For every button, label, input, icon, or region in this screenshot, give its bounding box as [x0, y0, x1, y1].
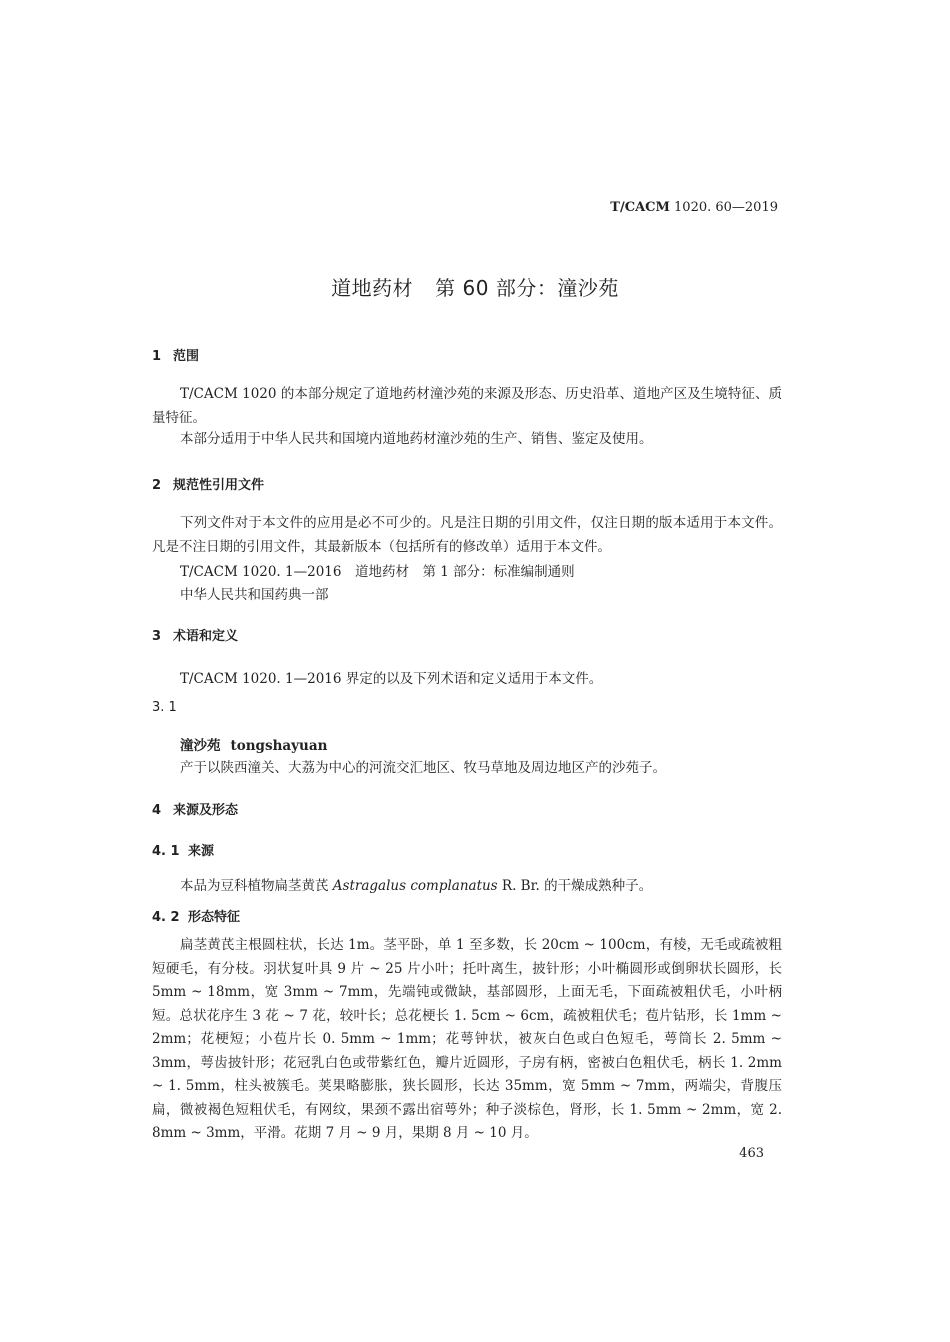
latin-species-name: Astragalus complanatus — [332, 878, 498, 894]
section-1-paragraph-1: T/CACM 1020 的本部分规定了道地药材潼沙苑的来源及形态、历史沿革、道地产区及生境特征、质量特征。 — [152, 386, 782, 426]
subsection-4-2-heading: 4. 2 形态特征 — [152, 910, 241, 925]
normative-reference-2: 中华人民共和国药典一部 — [180, 587, 329, 603]
morphology-paragraph: 扁茎黄芪主根圆柱状，长达 1m。茎平卧，单 1 至多数，长 20cm ~ 100cm，有棱，无毛或疏被粗短硬毛，有分枝。羽状复叶具 9 片 ~ 25 片小叶；托叶离生，披针形；小叶椭圆形或倒卵状长圆形，长 5mm ~ 18mm，宽 3mm ~ 7mm，先端钝或微缺，基部圆形，上面无毛，下面疏被粗伏毛，小叶柄短。总状花序生 3 花 ~ 7 花，较叶长；总花梗长 1. 5cm ~ 6cm，疏被粗伏毛；苞片钻形，长 1mm ~ 2mm；花梗短；小苞片长 0. 5mm ~ 1mm；花萼钟状，被灰白色或白色短毛，萼筒长 2. 5mm ~ 3mm，萼齿披针形；花冠乳白色或带紫红色，瓣片近圆形，子房有柄，密被白色粗伏毛，柄长 1. 2mm ~ 1. 5mm，柱头被簇毛。荚果略膨胀，狭长圆形，长达 35mm，宽 5mm ~ 7mm，两端尖，背腹压扁，微被褐色短粗伏毛，有网纹，果颈不露出宿萼外；种子淡棕色，肾形，长 1. 5mm ~ 2mm，宽 2. 8mm ~ 3mm，平滑。花期 7 月 ~ 9 月，果期 8 月 ~ 10 月。 — [152, 937, 782, 1141]
subsection-3-1-number: 3. 1 — [152, 700, 177, 715]
term-heading — [180, 734, 327, 754]
term-english: tongshayuan — [230, 738, 328, 754]
standard-code-number: 1020. 60—2019 — [669, 200, 778, 215]
term-definition: 产于以陕西潼关、大荔为中心的河流交汇地区、牧马草地及周边地区产的沙苑子。 — [180, 760, 666, 776]
page-number: 463 — [739, 1146, 764, 1161]
section-2-heading: 2 规范性引用文件 — [152, 478, 265, 493]
section-3-heading: 3 术语和定义 — [152, 629, 239, 644]
section-2-paragraph-1: 下列文件对于本文件的应用是必不可少的。凡是注日期的引用文件，仅注日期的版本适用于本文件。凡是不注日期的引用文件，其最新版本（包括所有的修改单）适用于本文件。 — [152, 515, 782, 555]
term-chinese: 潼沙苑 — [180, 738, 221, 754]
standard-code — [610, 200, 778, 215]
source-paragraph: 本品为豆科植物扁茎黄芪 Astragalus complanatus R. Br. 的干燥成熟种子。 — [180, 878, 653, 894]
section-1-heading: 1 范围 — [152, 349, 200, 364]
section-4-heading: 4 来源及形态 — [152, 803, 239, 818]
standard-code-prefix: T/CACM — [610, 200, 670, 215]
title-part2: 第 60 部分：潼沙苑 — [435, 276, 619, 300]
section-3-paragraph-1: T/CACM 1020. 1—2016 界定的以及下列术语和定义适用于本文件。 — [180, 671, 603, 687]
document-title — [0, 272, 950, 301]
section-1-paragraph-2: 本部分适用于中华人民共和国境内道地药材潼沙苑的生产、销售、鉴定及使用。 — [180, 431, 653, 447]
title-part1: 道地药材 — [331, 276, 414, 300]
subsection-4-1-heading: 4. 1 来源 — [152, 844, 215, 859]
normative-reference-1: T/CACM 1020. 1—2016 道地药材 第 1 部分：标准编制通则 — [180, 564, 575, 580]
